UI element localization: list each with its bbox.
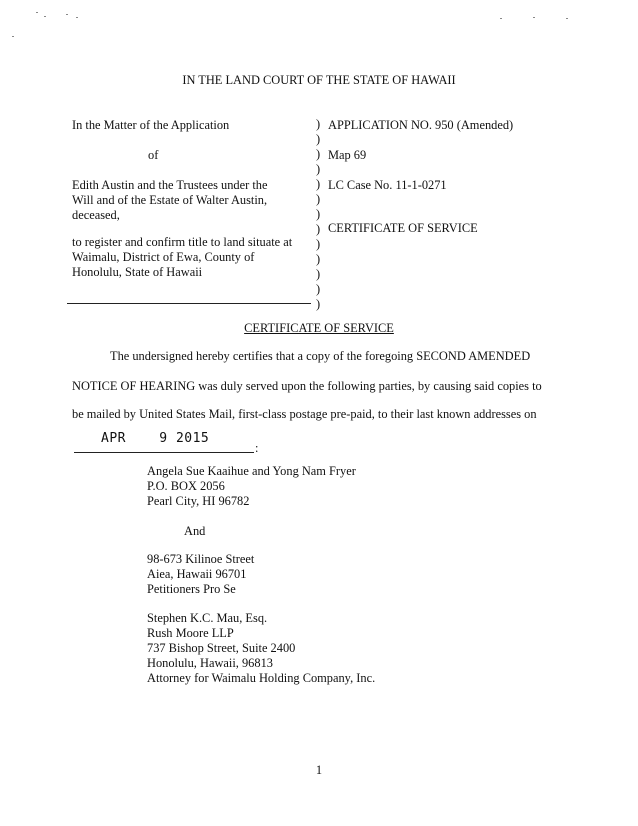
caption-left-line: In the Matter of the Application (72, 118, 230, 132)
scan-speck (36, 12, 38, 13)
document-title: CERTIFICATE OF SERVICE (244, 321, 394, 335)
addressee-line: Attorney for Waimalu Holding Company, Inc. (147, 671, 376, 685)
scan-speck (76, 17, 78, 18)
paren: ) (316, 147, 321, 161)
paren: ) (316, 132, 321, 146)
paren: ) (316, 237, 321, 251)
addressee-line: Angela Sue Kaaihue and Yong Nam Fryer (147, 464, 356, 478)
paren: ) (316, 207, 321, 221)
caption-left-line: Will and of the Estate of Walter Austin, (72, 193, 268, 207)
page-number: 1 (315, 763, 323, 777)
scan-speck (533, 17, 535, 18)
scan-speck (500, 18, 502, 19)
addressee-line: Pearl City, HI 96782 (147, 494, 250, 508)
addressee-line: Petitioners Pro Se (147, 582, 236, 596)
addressee-line: Stephen K.C. Mau, Esq. (147, 611, 268, 625)
paren: ) (316, 117, 321, 131)
paren: ) (316, 282, 321, 296)
lc-case-number: LC Case No. 11-1-0271 (328, 178, 447, 192)
addressee-line: 737 Bishop Street, Suite 2400 (147, 641, 296, 655)
paren: ) (316, 297, 321, 311)
caption-left-line: Waimalu, District of Ewa, County of (72, 250, 255, 264)
caption-paren-column (316, 117, 324, 312)
date-rule (74, 452, 254, 453)
caption-left-line: Honolulu, State of Hawaii (72, 265, 203, 279)
addressee-line: 98-673 Kilinoe Street (147, 552, 255, 566)
body-line: The undersigned hereby certifies that a copy of the foregoing SECOND AMENDED (110, 349, 531, 363)
paren: ) (316, 192, 321, 206)
application-number: APPLICATION NO. 950 (Amended) (328, 118, 514, 132)
date-stamp: APR 9 2015 (101, 431, 210, 446)
caption-left-line: to register and confirm title to land situate at (72, 235, 293, 249)
body-line: be mailed by United States Mail, first-class postage pre-paid, to their last known addresses on (72, 407, 537, 421)
paren: ) (316, 252, 321, 266)
paren: ) (316, 162, 321, 176)
and-separator: And (184, 524, 206, 538)
addressee-line: P.O. BOX 2056 (147, 479, 225, 493)
addressee-line: Aiea, Hawaii 96701 (147, 567, 247, 581)
caption-rule (67, 303, 311, 304)
paren: ) (316, 267, 321, 281)
caption-left-line: deceased, (72, 208, 120, 222)
scan-speck (66, 14, 68, 15)
addressee-line: Honolulu, Hawaii, 96813 (147, 656, 273, 670)
scan-speck (44, 16, 46, 17)
paren: ) (316, 177, 321, 191)
caption-doc-type: CERTIFICATE OF SERVICE (328, 221, 478, 235)
court-heading: IN THE LAND COURT OF THE STATE OF HAWAII (182, 73, 456, 87)
map-number: Map 69 (328, 148, 367, 162)
date-colon: : (255, 441, 259, 455)
body-line: NOTICE OF HEARING was duly served upon the following parties, by causing said copies to (72, 379, 542, 393)
scan-speck (566, 18, 568, 19)
caption-left-line: of (148, 148, 159, 162)
addressee-line: Rush Moore LLP (147, 626, 234, 640)
caption-left-line: Edith Austin and the Trustees under the (72, 178, 268, 192)
scan-speck (12, 36, 14, 37)
paren: ) (316, 222, 321, 236)
